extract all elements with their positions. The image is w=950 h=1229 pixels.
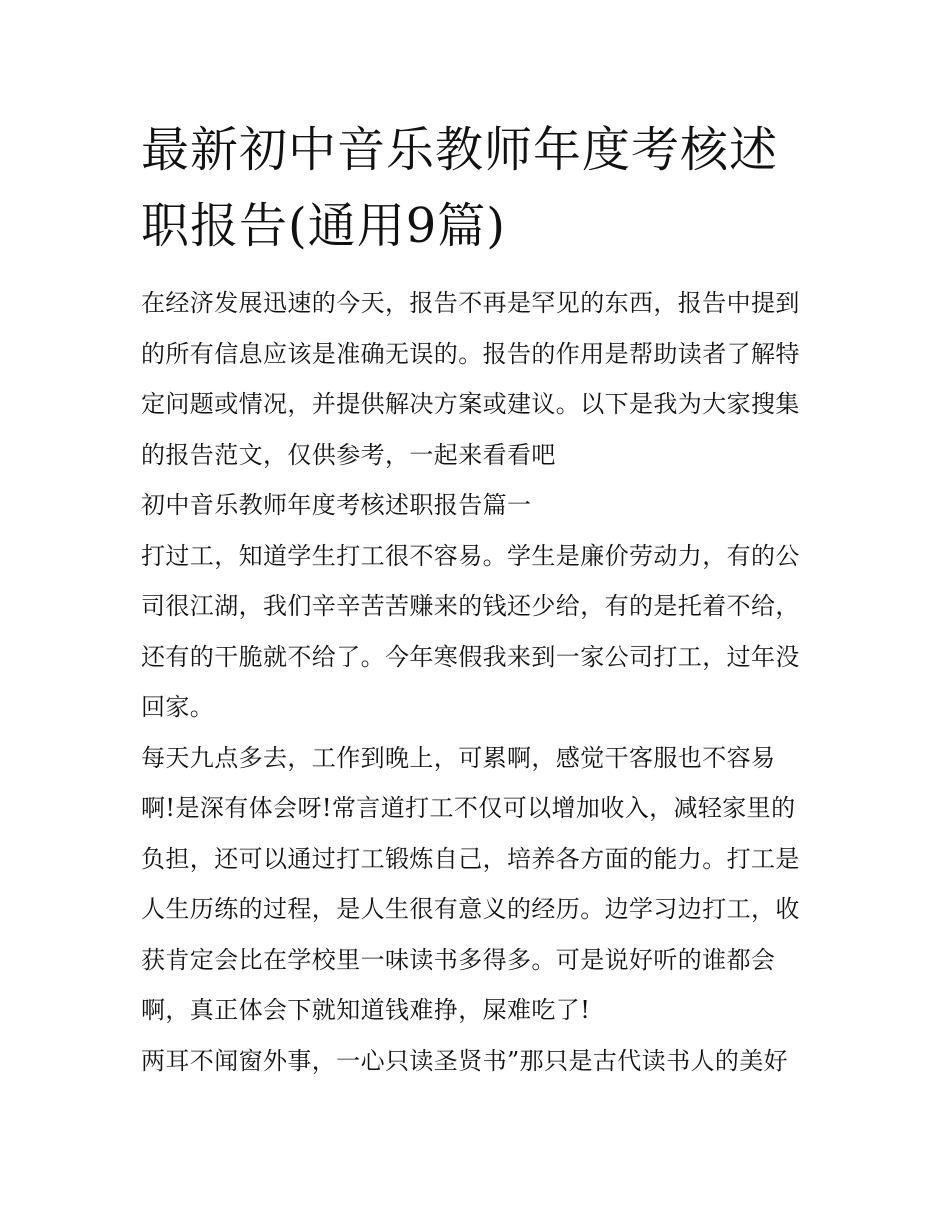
text-line: 回家。: [141, 693, 215, 721]
text-line: 的所有信息应该是准确无误的。报告的作用是帮助读者了解特: [141, 339, 800, 368]
text-line: 啊!是深有体会呀!常言道打工不仅可以增加收入，减轻家里的: [141, 794, 796, 822]
heading-line: 初中音乐教师年度考核述职报告篇一: [141, 491, 532, 519]
section-heading: [141, 480, 821, 531]
text-line: 负担，还可以通过打工锻炼自己，培养各方面的能力。打工是: [141, 844, 800, 873]
text-line: 在经济发展迅速的今天，报告不再是罕见的东西，报告中提到: [141, 289, 800, 317]
text-line: 司很江湖，我们辛辛苦苦赚来的钱还少给，有的是托着不给，: [141, 592, 800, 620]
body-paragraph-3: [141, 1036, 821, 1087]
text-line: 每天九点多去，工作到晚上，可累啊，感觉干客服也不容易: [141, 743, 776, 772]
text-line: 获肯定会比在学校里一味读书多得多。可是说好听的谁都会: [141, 945, 776, 974]
intro-paragraph: [141, 278, 821, 480]
text-line: 还有的干脆就不给了。今年寒假我来到一家公司打工，过年没: [141, 642, 800, 671]
document-title: [141, 112, 821, 264]
text-line: 两耳不闻窗外事，一心只读圣贤书”那只是古代读书人的美好: [141, 1046, 789, 1075]
title-line: 最新初中音乐教师年度考核述: [141, 122, 779, 178]
document-body: [141, 112, 821, 1086]
body-paragraph-2: [141, 733, 821, 1036]
title-line: 职报告(通用9篇): [141, 198, 506, 254]
text-line: 打过工，知道学生打工很不容易。学生是廉价劳动力，有的公: [141, 541, 800, 570]
text-line: 人生历练的过程，是人生很有意义的经历。边学习边打工，收: [141, 895, 800, 923]
text-line: 的报告范文，仅供参考，一起来看看吧: [141, 440, 556, 469]
text-line: 定问题或情况，并提供解决方案或建议。以下是我为大家搜集: [141, 390, 800, 418]
body-paragraph-1: [141, 531, 821, 733]
text-line: 啊，真正体会下就知道钱难挣，屎难吃了!: [141, 996, 591, 1024]
